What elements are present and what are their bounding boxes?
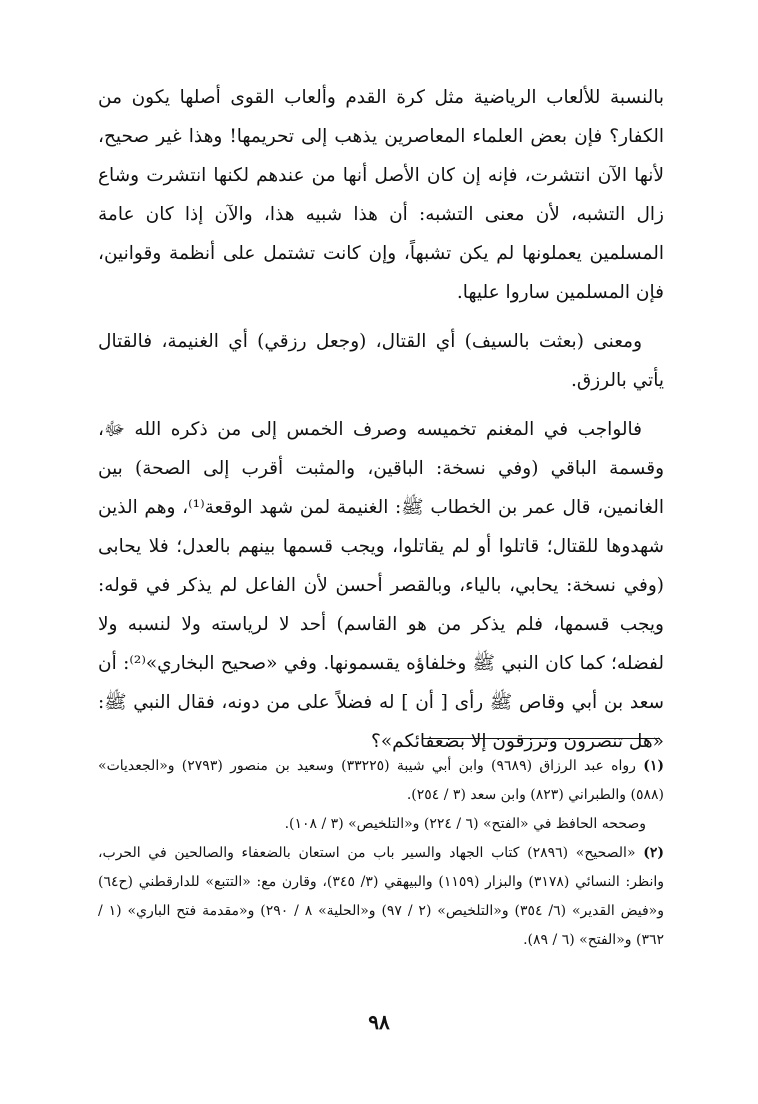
footnote-2 [98, 839, 664, 955]
footnote-2-text: «الصحيح» (٢٨٩٦) كتاب الجهاد والسير باب من استعان بالضعفاء والصالحين في الحرب، وانظر: النسائي (٣١٧٨) والبزار (١١٥٩) والبيهقي (٣/ ٣٤٥)، وقارن مع: «التتبع» للدارقطني (ح٦٤) و«فيض القدير» (٦/ ٣٥٤) و«التلخيص» (٢ / ٩٧) و«الحلية» ٨ / ٢٩٠) و«مقدمة فتح الباري» (١ / ٣٦٢) و«الفتح» (٦ / ٨٩). [98, 845, 665, 948]
paragraph-2: ومعنى (بعثت بالسيف) أي القتال، (وجعل رزقي) أي الغنيمة، فالقتال يأتي بالرزق. [98, 331, 664, 391]
footnote-1-text: رواه عبد الرزاق (٩٦٨٩) وابن أبي شيبة (٣٣٢٢٥) وسعيد بن منصور (٢٧٩٣) و«الجعديات» (٥٨٨) والطبراني (٨٢٣) وابن سعد (٣ / ٢٥٤). [98, 758, 664, 803]
footnotes [98, 752, 664, 955]
paragraph-1: بالنسبة للألعاب الرياضية مثل كرة القدم وألعاب القوى أصلها يكون من الكفار؟ فإن بعض العلماء المعاصرين يذهب إلى تحريمها! وهذا غير صحيح، لأنها الآن انتشرت، فإنه إن كان الأصل أنها من عندهم لكنها انتشرت وشاع زال التشبه، لأن معنى التشبه: أن هذا شبيه هذا، والآن إذا كان عامة المسلمين يعملونها لم يكن تشبهاً، وإن كانت تشتمل على أنظمة وقوانين، فإن المسلمين ساروا عليها. [98, 87, 664, 303]
footnote-2-number: (٢) [643, 845, 665, 861]
main-text [98, 78, 664, 761]
footnote-1-number: (١) [643, 758, 664, 774]
footnote-1-continuation: وصححه الحافظ في «الفتح» (٦ / ٢٢٤) و«التلخيص» (٣ / ١٠٨). [284, 816, 646, 832]
footnote-divider [422, 738, 660, 739]
page-number: ٩٨ [368, 1010, 390, 1034]
paragraph-3: فالواجب في المغنم تخميسه وصرف الخمس إلى من ذكره الله ﷻ، وقسمة الباقي (وفي نسخة: الباقين، والمثبت أقرب إلى الصحة) بين الغانمين، قال عمر بن الخطاب ﷺ: الغنيمة لمن شهد الوقعة⁽¹⁾، وهم الذين شهدوها للقتال؛ قاتلوا أو لم يقاتلوا، ويجب قسمها بينهم بالعدل؛ فلا يحابى (وفي نسخة: يحابي، بالياء، وبالقصر أحسن لأن الفاعل لم يذكر في قوله: ويجب قسمها، فلم يذكر من هو القاسم) أحد لا لرياسته ولا لنسبه ولا لفضله؛ كما كان النبي ﷺ وخلفاؤه يقسمونها. وفي «صحيح البخاري»⁽²⁾: أن سعد بن أبي وقاص ﷺ رأى [ أن ] له فضلاً على من دونه، فقال النبي ﷺ: «هل تنصرون وترزقون إلا بضعفائكم»؟ [98, 419, 665, 752]
footnote-1 [98, 752, 664, 810]
